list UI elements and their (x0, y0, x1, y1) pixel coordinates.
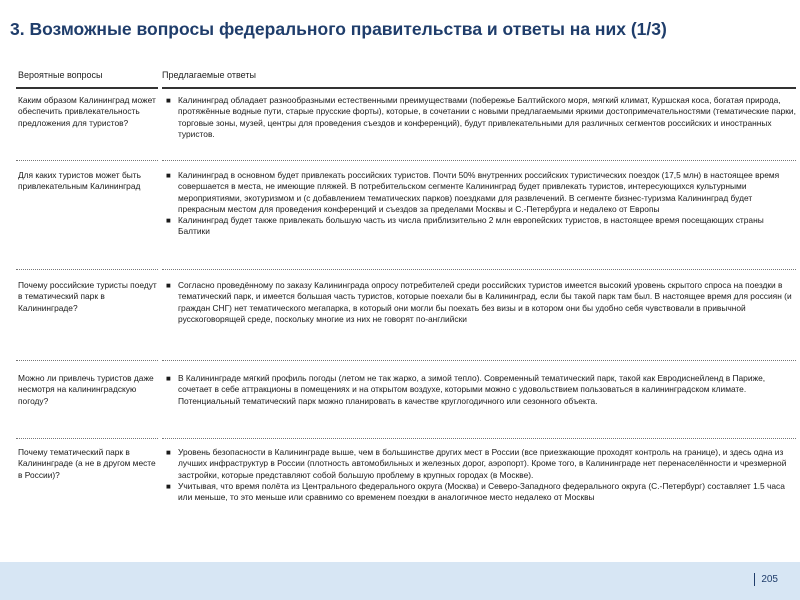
question-cell: Каким образом Калининград может обеспечить привлекательность предложения для туристов? (18, 95, 156, 128)
answer-bullet (164, 215, 796, 238)
row-divider (16, 438, 158, 439)
row-divider (162, 438, 796, 439)
answer-cell (164, 95, 796, 140)
header-answers: Предлагаемые ответы (162, 70, 256, 80)
row-divider (16, 360, 158, 361)
bullet-icon: ■ (166, 96, 171, 105)
answer-text: Калининград будет также привлекать большую часть из числа приблизительно 2 млн европейских туристов, в настоящее время посещающих страны Балтики (178, 215, 764, 237)
page-title: 3. Возможные вопросы федерального правительства и ответы на них (1/3) (10, 19, 667, 39)
answer-text: Калининград в основном будет привлекать российских туристов. Почти 50% внутренних российских туристических поездок (17,5 млн) в настоящее время совершается в места, не имеющие пляжей. В потребительском сегменте Калининград будет привлекать туристов, интересующихся культурными мероприятиями, экотуризмом и (с добавлением тематических парков) поездками для развлечений. В сегменте бизнес-туризма Калининград будет прекрасным местом для проведения конференций и съездов за пределами Москвы и С.-Петербурга и недалеко от Европы (178, 170, 780, 214)
row-divider (162, 160, 796, 161)
answer-bullet (164, 447, 796, 481)
header-questions: Вероятные вопросы (18, 70, 103, 80)
bullet-icon: ■ (166, 171, 171, 180)
answer-bullet (164, 280, 796, 325)
question-cell: Для каких туристов может быть привлекательным Калининград (18, 170, 141, 192)
row-divider (16, 269, 158, 270)
row-divider (16, 160, 158, 161)
answer-cell (164, 373, 796, 407)
answer-text: Калининград обладает разнообразными естественными преимуществами (побережье Балтийского моря, мягкий климат, Куршская коса, богатая природа, протяжённые водные пути, старые прусские форты), которые, в сочетании с новыми предлагаемыми яркими достопримечательностями (тематические парки, торговые зоны, музей, центры для проведения съездов и конференций), будут привлекательными для различных сегментов российских и иностранных туристов. (178, 95, 796, 139)
answer-bullet (164, 373, 796, 407)
qa-table (16, 60, 796, 503)
header-divider (162, 87, 796, 89)
table-header (16, 60, 796, 90)
row-divider (162, 269, 796, 270)
answer-text: В Калининграде мягкий профиль погоды (летом не так жарко, а зимой тепло). Современный тематический парк, такой как Евродиснейленд в Париже, сочетает в себе аттракционы в помещениях и на открытом воздухе, которыми можно с удовольствием пользоваться в калининградском климате. Потенциальный тематический парк можно планировать в качестве круглогодичного или сезонного объекта. (178, 373, 766, 406)
question-cell: Можно ли привлечь туристов даже несмотря на калининградскую погоду? (18, 373, 154, 406)
answer-text: Уровень безопасности в Калининграде выше, чем в большинстве других мест в России (все приезжающие проходят контроль на границе), и здесь одна из лучших инфраструктур в России (плотность автомобильных и железных дорог, аэропорт). Кроме того, в Калининграде нет перенаселённости и чрезмерной застройки, которые представляют собой большую проблему в крупных городах (в Москве). (178, 447, 787, 480)
bullet-icon: ■ (166, 374, 171, 383)
page-number-divider (754, 573, 755, 586)
page-number: 205 (761, 574, 778, 585)
answer-cell (164, 280, 796, 325)
question-cell: Почему тематический парк в Калининграде (а не в другом месте в России)? (18, 447, 156, 480)
answer-bullet (164, 95, 796, 140)
bullet-icon: ■ (166, 216, 171, 226)
answer-cell (164, 170, 796, 238)
bullet-icon: ■ (166, 481, 171, 491)
answer-text: Учитывая, что время полёта из Центрального федерального округа (Москва) и Северо-Западного федерального округа (С.-Петербург) составляет 1.5 часа или меньше, то это меньше или сравнимо со временем поездки в аналогичное место недалеко от Москвы (178, 480, 785, 503)
answer-cell (164, 447, 796, 503)
footer-band (0, 562, 800, 600)
header-divider (16, 87, 158, 89)
bullet-icon: ■ (166, 281, 171, 290)
question-cell: Почему российские туристы поедут в тематический парк в Калининграде? (18, 280, 157, 313)
answer-bullet (164, 170, 796, 215)
answer-text: Согласно проведённому по заказу Калининграда опросу потребителей среди российских туристов имеется высокий уровень скрытого спроса на поездки в тематический парк, и имеется большая часть туристов, которые поехали бы в Калининград, если бы такой парк там был. В настоящее время для россиян (и граждан СНГ) нет тематического мегапарка, в который они могли бы поехать без визы и в котором они бы удобно себя чувствовали в привычной русскоговорящей среде, поскольку многие из них не говорят по-английски (178, 280, 792, 324)
row-divider (162, 360, 796, 361)
bullet-icon: ■ (166, 448, 171, 457)
answer-bullet (164, 481, 796, 504)
